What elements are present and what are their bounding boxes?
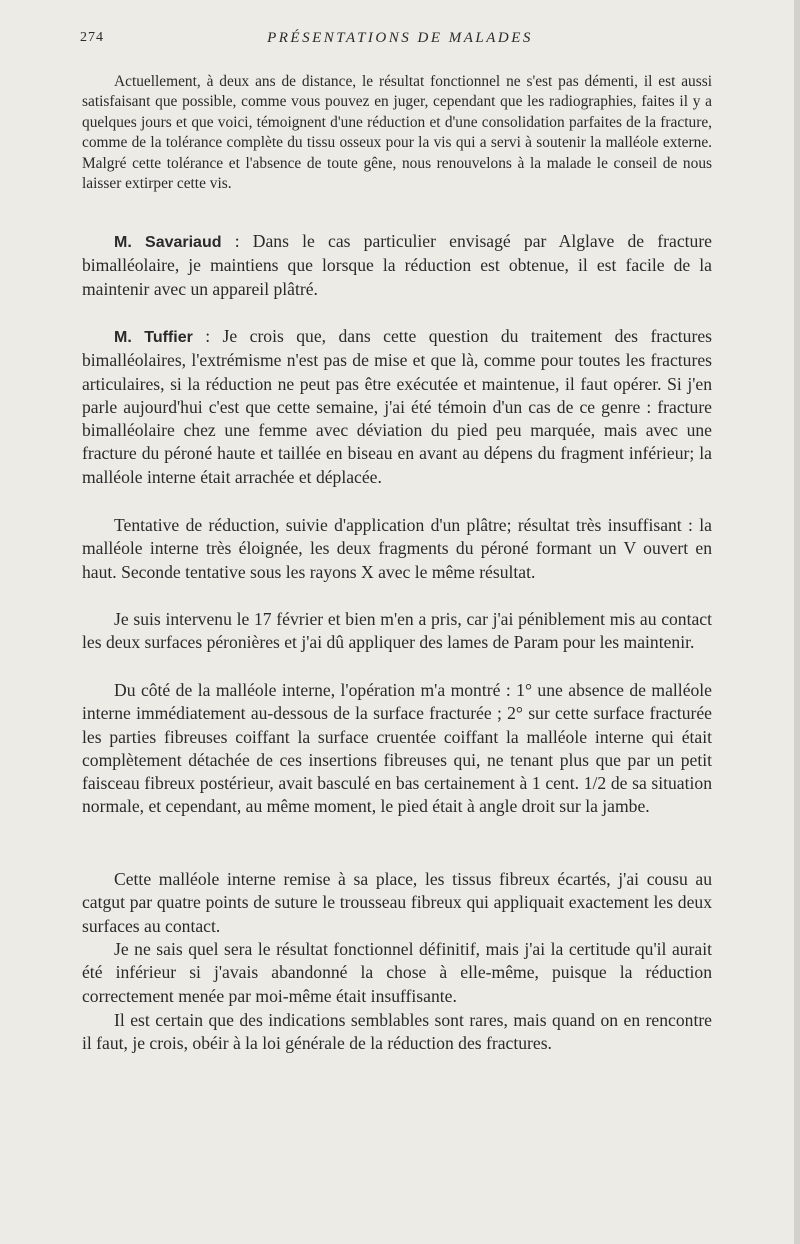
speaker-text: : Je crois que, dans cette question du traitement des fractures bimalléolaires, l'extrémisme n'est pas de mise et que là, comme pour toutes les fractures articulaires, si la réduction ne peut pas être exécutée et maintenue, il faut opérer. Si j'en parle aujourd'hui c'est que cette semaine, j'ai été témoin d'un cas de ce genre : fracture bimalléolaire chez une femme avec déviation du pied peu marquée, mais avec une fracture du péroné haute et taillée en biseau en avant au dépens du fragment inférieur; la malléole interne était arrachée et déplacée. xyxy=(82,326,712,487)
paragraph-6: Du côté de la malléole interne, l'opération m'a montré : 1° une absence de malléole interne immédiatement au-dessous de la surface fracturée ; 2° sur cette surface fracturée les parties fibreuses coiffant la surface cruentée coiffant la malléole interne qui était complètement détachée de ces insertions fibreuses qui, ne tenant plus que par un petit faisceau fibreux postérieur, avait basculé en bas certainement à 1 cent. 1/2 de sa situation normale, et cependant, au même moment, le pied était à angle droit sur la jambe. xyxy=(82,680,712,817)
page-edge xyxy=(794,0,800,1244)
speaker-text: : Dans le cas particulier envisagé par Alglave de fracture bimalléolaire, je maintiens que lorsque la réduction est obtenue, il est facile de la maintenir avec un appareil plâtré. xyxy=(82,231,712,299)
speaker-name: M. Tuffier xyxy=(114,329,193,346)
paragraph-7: Cette malléole interne remise à sa place, les tissus fibreux écartés, j'ai cousu au catgut par quatre points de suture le trousseau fibreux qui appliquait exactement les deux surfaces au contact. xyxy=(82,869,712,936)
speaker-name: M. Savariaud xyxy=(114,234,222,251)
running-head: PRÉSENTATIONS DE MALADES xyxy=(267,30,533,46)
page-header xyxy=(80,30,720,52)
paragraph-tuffier xyxy=(82,325,712,489)
paragraph-4: Tentative de réduction, suivie d'application d'un plâtre; résultat très insuffisant : la malléole interne très éloignée, les deux fragments du péroné formant un V ouvert en haut. Seconde tentative sous les rayons X avec le même résultat. xyxy=(82,515,712,582)
paragraph-8: Je ne sais quel sera le résultat fonctionnel définitif, mais j'ai la certitude qu'il aurait été inférieur si j'avais abandonné la chose à elle-même, puisque la réduction correctement menée par moi-même était insuffisante. xyxy=(82,939,712,1006)
paragraph-9: Il est certain que des indications semblables sont rares, mais quand on en rencontre il faut, je crois, obéir à la loi générale de la réduction des fractures. xyxy=(82,1010,712,1054)
page-number: 274 xyxy=(80,30,104,45)
paragraph-5: Je suis intervenu le 17 février et bien m'en a pris, car j'ai péniblement mis au contact les deux surfaces péronières et j'ai dû appliquer des lames de Param pour les maintenir. xyxy=(82,609,712,653)
paragraph-1: Actuellement, à deux ans de distance, le résultat fonctionnel ne s'est pas démenti, il est aussi satisfaisant que possible, comme vous pouvez en juger, cependant que les radiographies, faites il y a quelques jours et que voici, témoignent d'une réduction et d'une consolidation parfaites de la fracture, comme de la tolérance complète du tissu osseux pour la vis qui a servi à soutenir la malléole externe. Malgré cette tolérance et l'absence de toute gêne, nous renouvelons à la malade le conseil de nous laisser extirper cette vis. xyxy=(82,73,712,193)
paragraph-savariaud xyxy=(82,230,712,301)
